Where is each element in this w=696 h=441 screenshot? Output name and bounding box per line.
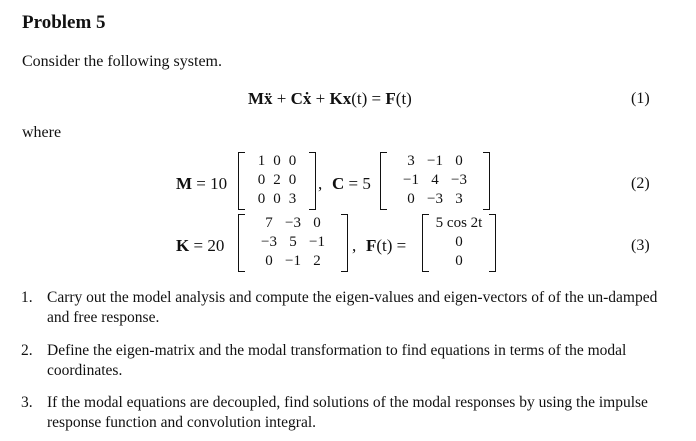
matrix-m-cell: 1	[257, 153, 266, 169]
eq1-equals: =	[367, 89, 386, 108]
eq1-xd: ẋ	[302, 89, 312, 108]
matrix-m-cell: 0	[288, 172, 297, 188]
matrix-c-cell: −1	[427, 153, 443, 169]
intro-text: Consider the following system.	[22, 53, 222, 70]
task-3	[21, 393, 667, 433]
task-1-number: 1.	[21, 289, 33, 306]
matrix-k-cell: −3	[261, 234, 278, 250]
eq3-K-eq: = 20	[189, 236, 225, 255]
eq3-comma: ,	[352, 236, 357, 255]
eq1-x: x	[342, 89, 352, 108]
equation-2-number: (2)	[631, 175, 650, 192]
matrix-c-cell: −3	[450, 172, 467, 188]
eq1-F: F	[385, 89, 396, 108]
task-3-text: If the modal equations are decoupled, find solutions of the modal responses by using the impulse response function and convolution integral.	[47, 394, 648, 431]
eq2-C-label: C	[332, 174, 345, 193]
vector-F	[422, 214, 496, 272]
matrix-c-cell: 0	[407, 191, 415, 207]
eq3-F-arg: (t) =	[376, 236, 407, 255]
eq1-M: M	[248, 89, 265, 108]
eq2-M-label: M	[176, 174, 193, 193]
task-1-text: Carry out the model analysis and compute the eigen-values and eigen-vectors of of the un-damped and free response.	[47, 289, 658, 326]
task-2-text: Define the eigen-matrix and the modal transformation to find equations in terms of the modal coordinates.	[47, 342, 627, 379]
eq3-K-lhs	[176, 236, 224, 256]
eq2-C-eq: = 5	[344, 174, 371, 193]
matrix-c-cell: 3	[455, 191, 463, 207]
matrix-c-cell: 3	[407, 153, 415, 169]
task-2	[21, 341, 667, 381]
matrix-c-cell: 0	[455, 153, 463, 169]
matrix-m-cell: 0	[257, 172, 266, 188]
task-1	[21, 288, 667, 328]
eq3-F-lhs	[366, 236, 406, 256]
matrix-c-cell: 4	[431, 172, 439, 188]
eq1-t-arg: (t)	[351, 89, 368, 108]
matrix-f-cell: 0	[455, 253, 463, 269]
matrix-k-cell: 0	[265, 253, 273, 269]
eq1-C: C	[290, 89, 303, 108]
equation-1-number: (1)	[631, 90, 650, 107]
eq2-M-lhs	[176, 174, 227, 194]
where-text: where	[22, 124, 62, 141]
matrix-f-cell: 0	[455, 234, 463, 250]
matrix-C	[380, 152, 490, 210]
matrix-m-cell: 0	[257, 191, 266, 207]
matrix-m-cell: 0	[273, 153, 281, 169]
matrix-m-cell: 0	[288, 153, 297, 169]
matrix-k-cell: −1	[285, 253, 301, 269]
eq2-C-lhs	[332, 174, 371, 194]
matrix-f-cell: 5 cos 2t	[435, 215, 483, 231]
problem-heading: Problem 5	[22, 12, 106, 33]
matrix-m-cell: 0	[273, 191, 281, 207]
matrix-M	[238, 152, 316, 210]
matrix-m-cell: 2	[273, 172, 281, 188]
matrix-c-cell: −1	[403, 172, 420, 188]
matrix-k-cell: 0	[313, 215, 321, 231]
eq1-K: K	[329, 89, 343, 108]
eq1-plus2: +	[311, 89, 330, 108]
task-2-number: 2.	[21, 342, 33, 359]
matrix-k-cell: −1	[308, 234, 325, 250]
matrix-k-cell: 2	[313, 253, 321, 269]
eq1-F-arg: (t)	[395, 89, 412, 108]
matrix-K	[238, 214, 348, 272]
matrix-k-cell: 7	[265, 215, 273, 231]
equation-3-number: (3)	[631, 237, 650, 254]
eq1-plus1: +	[272, 89, 291, 108]
eq3-F-label: F	[366, 236, 377, 255]
eq2-comma: ,	[318, 174, 323, 193]
eq2-M-eq: = 10	[192, 174, 228, 193]
equation-1	[248, 89, 412, 109]
matrix-k-cell: 5	[289, 234, 297, 250]
task-3-number: 3.	[21, 394, 33, 411]
matrix-c-cell: −3	[427, 191, 443, 207]
eq3-K-label: K	[176, 236, 190, 255]
matrix-m-cell: 3	[288, 191, 297, 207]
eq1-xdd: ẍ	[264, 89, 273, 108]
matrix-k-cell: −3	[285, 215, 301, 231]
